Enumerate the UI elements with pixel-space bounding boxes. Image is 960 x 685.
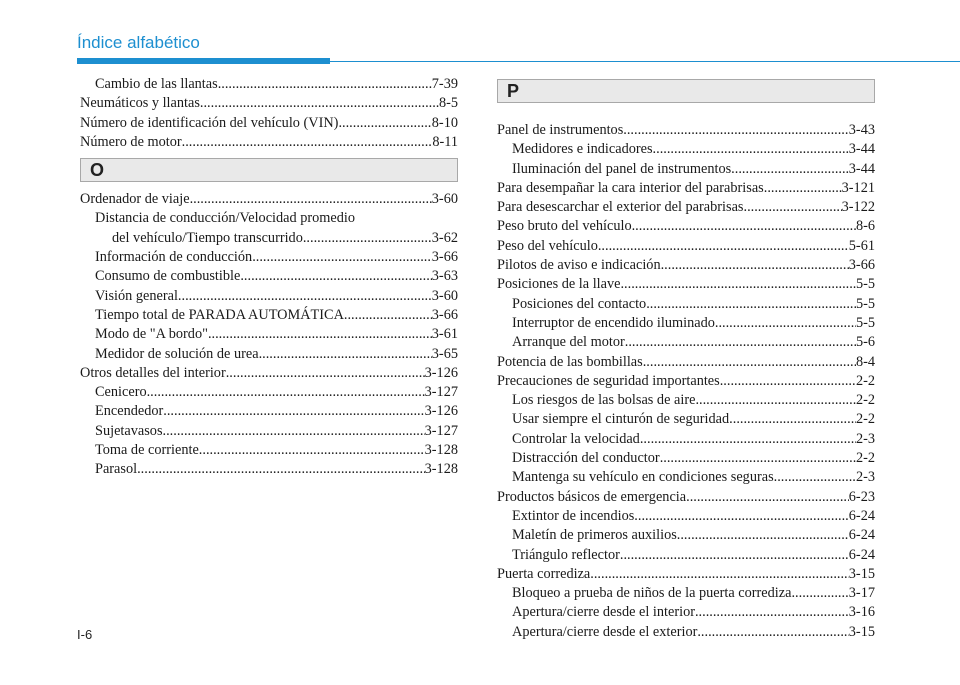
index-entry — [497, 584, 875, 603]
entry-page: 3-65 — [431, 345, 458, 362]
leader-dots — [653, 140, 849, 159]
entry-page: 5-61 — [848, 237, 875, 254]
entry-text: Tiempo total de PARADA AUTOMÁTICA — [95, 306, 344, 323]
entry-text: Apertura/cierre desde el interior — [512, 604, 695, 621]
entry-text: Distracción del conductor — [512, 450, 660, 467]
leader-dots — [200, 94, 439, 113]
header-accent-bar — [77, 58, 330, 64]
leader-dots — [661, 256, 849, 275]
index-entry — [497, 275, 875, 294]
index-entry — [80, 306, 458, 325]
leader-dots — [774, 468, 856, 487]
entry-page: 5-5 — [855, 295, 875, 312]
entry-page: 8-6 — [855, 218, 875, 235]
leader-dots — [646, 295, 856, 314]
entry-page: 3-60 — [431, 191, 458, 208]
index-entry — [80, 94, 458, 113]
entry-page: 5-5 — [855, 314, 875, 331]
index-entry — [80, 422, 458, 441]
index-entry — [497, 623, 875, 642]
entry-text: del vehículo/Tiempo transcurrido — [112, 229, 303, 246]
entry-text: Neumáticos y llantas — [80, 95, 200, 112]
entry-text: Arranque del motor — [512, 334, 625, 351]
leader-dots — [643, 353, 856, 372]
index-entry — [80, 190, 458, 209]
leader-dots — [697, 623, 848, 642]
entry-page: 5-6 — [855, 334, 875, 351]
entry-page: 6-24 — [848, 546, 875, 563]
index-entry — [497, 372, 875, 391]
index-entry — [497, 217, 875, 236]
entry-text: Iluminación del panel de instrumentos — [512, 160, 732, 177]
leader-dots — [163, 402, 424, 421]
leader-dots — [338, 114, 431, 133]
leader-dots — [695, 391, 856, 410]
entry-text: Peso bruto del vehículo — [497, 218, 632, 235]
index-column-right — [497, 79, 875, 642]
entry-text: Sujetavasos — [95, 422, 163, 439]
leader-dots — [791, 584, 848, 603]
leader-dots — [620, 275, 855, 294]
entry-text: Usar siempre el cinturón de seguridad — [512, 411, 730, 428]
entry-text: Extintor de incendios — [512, 507, 635, 524]
index-entry — [80, 209, 458, 228]
entry-page: 3-44 — [848, 141, 875, 158]
entry-page: 3-16 — [848, 604, 875, 621]
entry-page: 3-15 — [848, 565, 875, 582]
entry-page: 5-5 — [855, 276, 875, 293]
entry-page: 3-17 — [848, 585, 875, 602]
index-entry — [80, 364, 458, 383]
leader-dots — [720, 372, 856, 391]
entry-page: 3-128 — [424, 442, 458, 459]
entry-text: Panel de instrumentos — [497, 122, 624, 138]
entry-page: 3-121 — [841, 179, 875, 196]
entry-text: Consumo de combustible — [95, 268, 241, 285]
entry-page: 3-66 — [848, 257, 875, 274]
entry-text: Maletín de primeros auxilios — [512, 527, 677, 544]
entry-text: Número de identificación del vehículo (VIN) — [80, 114, 339, 131]
entry-page: 2-2 — [855, 372, 875, 389]
leader-dots — [695, 603, 849, 622]
entry-text: Triángulo reflector — [512, 546, 620, 563]
section-header-p — [497, 79, 875, 103]
entry-page: 7-39 — [431, 76, 458, 92]
leader-dots — [623, 121, 849, 140]
entry-text: Para desescarchar el exterior del parabrisas — [497, 199, 744, 216]
entry-page: 2-3 — [855, 469, 875, 486]
leader-dots — [182, 133, 433, 152]
entry-text: Peso del vehículo — [497, 237, 598, 254]
entry-page: 3-62 — [431, 229, 458, 246]
index-entry — [497, 468, 875, 487]
index-entry — [497, 603, 875, 622]
index-entry — [497, 160, 875, 179]
index-entry — [80, 287, 458, 306]
entry-page: 8-4 — [855, 353, 875, 370]
index-entry — [497, 449, 875, 468]
entry-text: Bloqueo a prueba de niños de la puerta corrediza — [512, 585, 792, 602]
index-entry — [80, 402, 458, 421]
entry-page: 8-10 — [431, 114, 458, 131]
index-entry — [497, 391, 875, 410]
leader-dots — [686, 488, 849, 507]
entry-page: 3-126 — [424, 364, 458, 381]
entry-text: Potencia de las bombillas — [497, 353, 643, 370]
entry-text: Apertura/cierre desde el exterior — [512, 623, 698, 640]
entry-text: Productos básicos de emergencia — [497, 488, 687, 505]
leader-dots — [632, 217, 856, 236]
entry-page: 3-61 — [431, 326, 458, 343]
entry-text: Los riesgos de las bolsas de aire — [512, 392, 696, 409]
entry-text: Información de conducción — [95, 249, 253, 266]
leader-dots — [634, 507, 848, 526]
index-entry — [80, 345, 458, 364]
leader-dots — [178, 287, 432, 306]
page-number: I-6 — [77, 627, 93, 642]
entry-text: Interruptor de encendido iluminado — [512, 314, 715, 331]
entry-text: Posiciones de la llave — [497, 276, 621, 293]
entry-page: 6-24 — [848, 507, 875, 524]
entry-text: Modo de "A bordo" — [95, 326, 208, 343]
leader-dots — [344, 306, 432, 325]
index-entry — [497, 256, 875, 275]
entry-page: 3-63 — [431, 268, 458, 285]
leader-dots — [163, 422, 425, 441]
entry-text: Otros detalles del interior — [80, 364, 226, 381]
leader-dots — [199, 441, 425, 460]
leader-dots — [226, 364, 425, 383]
index-entry — [497, 314, 875, 333]
entry-page: 3-127 — [424, 422, 458, 439]
entry-text: Medidor de solución de urea — [95, 345, 259, 362]
section-o-entries — [80, 190, 458, 479]
entry-text: Encendedor — [95, 403, 164, 420]
index-entry — [497, 353, 875, 372]
entry-page: 3-127 — [424, 384, 458, 401]
leader-dots — [731, 160, 849, 179]
index-entry — [497, 140, 875, 159]
index-entry — [497, 121, 875, 140]
header-rule — [330, 61, 960, 62]
section-letter: O — [90, 160, 105, 181]
index-entry — [497, 237, 875, 256]
entry-page: 8-11 — [432, 133, 458, 150]
entry-text: Toma de corriente — [95, 442, 199, 459]
index-entry — [497, 565, 875, 584]
index-entry — [497, 526, 875, 545]
leader-dots — [590, 565, 849, 584]
index-entry — [80, 267, 458, 286]
index-entry — [497, 198, 875, 217]
entry-page: 2-2 — [855, 411, 875, 428]
entry-page: 3-128 — [424, 461, 458, 478]
leader-dots — [190, 190, 432, 209]
entry-text: Ordenador de viaje — [80, 191, 190, 208]
index-entry — [497, 546, 875, 565]
leader-dots — [252, 248, 432, 267]
index-entry — [497, 430, 875, 449]
entry-text: Cenicero — [95, 384, 147, 401]
entry-text: Para desempañar la cara interior del parabrisas — [497, 179, 764, 196]
leader-dots — [218, 75, 432, 94]
index-entry — [497, 295, 875, 314]
entry-page: 2-2 — [855, 392, 875, 409]
leader-dots — [598, 237, 849, 256]
leader-dots — [660, 449, 856, 468]
leader-dots — [147, 383, 425, 402]
index-entry — [497, 488, 875, 507]
entry-text: Posiciones del contacto — [512, 295, 647, 312]
index-entry — [497, 507, 875, 526]
leader-dots — [625, 333, 856, 352]
entry-page: 6-23 — [848, 488, 875, 505]
index-entry — [80, 229, 458, 248]
entry-text: Cambio de las llantas — [95, 76, 218, 92]
entry-text: Puerta corrediza — [497, 565, 591, 582]
leader-dots — [677, 526, 849, 545]
entry-text: Controlar la velocidad — [512, 430, 640, 447]
entry-page: 3-66 — [431, 306, 458, 323]
section-letter: P — [507, 81, 520, 101]
leader-dots — [303, 229, 432, 248]
entry-page: 3-122 — [841, 199, 875, 216]
index-entry — [80, 383, 458, 402]
index-column-left — [80, 75, 458, 480]
index-entry — [80, 114, 458, 133]
index-entry — [497, 410, 875, 429]
leader-dots — [259, 345, 432, 364]
entry-text: Parasol — [95, 461, 138, 478]
leader-dots — [744, 198, 842, 217]
entry-page: 3-66 — [431, 249, 458, 266]
leader-dots — [729, 410, 856, 429]
entry-text: Distancia de conducción/Velocidad promedio — [95, 210, 356, 227]
section-header-o — [80, 158, 458, 182]
leader-dots — [640, 430, 856, 449]
entry-page: 3-15 — [848, 623, 875, 640]
entry-page: 3-60 — [431, 287, 458, 304]
leader-dots — [620, 546, 849, 565]
entry-page: 2-3 — [855, 430, 875, 447]
entry-text: Visión general — [95, 287, 178, 304]
leader-dots — [715, 314, 856, 333]
entry-page: 3-126 — [424, 403, 458, 420]
index-entry — [497, 333, 875, 352]
leader-dots — [240, 267, 431, 286]
entry-text: Medidores e indicadores — [512, 141, 653, 158]
entry-text: Precauciones de seguridad importantes — [497, 372, 720, 389]
leader-dots — [764, 179, 842, 198]
entry-text: Pilotos de aviso e indicación — [497, 257, 661, 274]
entry-text: Mantenga su vehículo en condiciones seguras — [512, 469, 774, 486]
leader-dots — [208, 325, 432, 344]
index-entry — [80, 325, 458, 344]
entry-page: 3-43 — [848, 122, 875, 138]
entry-text: Número de motor — [80, 133, 182, 150]
index-entry — [80, 75, 458, 94]
index-entry — [80, 441, 458, 460]
leader-dots — [137, 460, 425, 479]
index-entry — [80, 133, 458, 152]
index-entry — [80, 460, 458, 479]
entry-page: 2-2 — [855, 450, 875, 467]
page-title: Índice alfabético — [77, 33, 200, 52]
entry-page: 3-44 — [848, 160, 875, 177]
entry-page: 8-5 — [438, 95, 458, 112]
section-p-entries — [497, 121, 875, 642]
entry-page: 6-24 — [848, 527, 875, 544]
index-entry — [497, 179, 875, 198]
lead-entries — [80, 75, 458, 152]
index-entry — [80, 248, 458, 267]
